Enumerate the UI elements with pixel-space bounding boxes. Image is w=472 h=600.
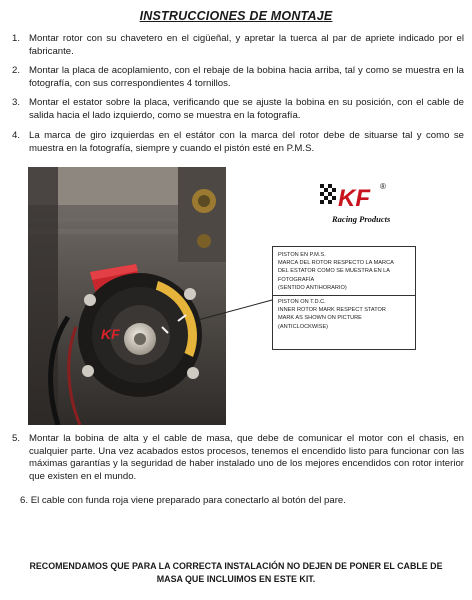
piston-note-box: [272, 246, 416, 350]
recommendation-note: [10, 560, 462, 585]
step-text: Montar la bobina de alta y el cable de masa, que debe de comunicar el motor con el chasis, en cualquier parte. Una vez acabados estos procesos, tenemos el encendido listo para funcionar con las máximas garantías y la seguridad de haber instalado uno de los mejores encendidos con rotor interior que existen en el mundo.: [29, 433, 464, 482]
step-text: Montar el estator sobre la placa, verificando que se ajuste la bobina en su posición, con el cable de salida hacia el lado izquierdo, como se muestra en la fotografía.: [29, 97, 464, 121]
callout-pointer: [196, 296, 276, 326]
note-es-line: FOTOGRAFÍA: [278, 276, 315, 283]
step-number: 1.: [12, 33, 21, 44]
step-number: 3.: [12, 97, 21, 108]
kf-logo-icon: [318, 180, 398, 228]
note-es-line: (SENTIDO ANTIHORARIO): [278, 284, 347, 291]
photo-kf-stamp: KF: [101, 326, 120, 342]
kf-racing-logo: [318, 180, 398, 228]
note-es-line: PISTON EN P.M.S.: [278, 252, 326, 258]
step-number: 4.: [12, 130, 21, 141]
step-number: 5.: [12, 433, 21, 444]
logo-brand: KF: [338, 185, 370, 212]
page-title: INSTRUCCIONES DE MONTAJE: [139, 9, 333, 23]
note-en-line: PISTON ON T.D.C.: [278, 299, 326, 306]
registered-mark: ®: [380, 182, 386, 191]
instruction-step-2: [12, 65, 464, 90]
instruction-step-4: [12, 130, 464, 155]
step-text: La marca de giro izquierdas en el estátor con la marca del rotor debe de situarse tal y como se muestra en la fotografía, siempre y cuando el pistón esté en P.M.S.: [29, 130, 464, 154]
note-en-line: MARK AS SHOWN ON PICTURE: [278, 315, 362, 322]
step-text: Montar rotor con su chavetero en el cigüeñal, y apretar la tuerca al par de apriete indicado por el fabricante.: [29, 33, 464, 57]
instruction-step-6: [20, 495, 346, 506]
instruction-step-1: [12, 33, 464, 58]
step-text: El cable con funda roja viene preparado para conectarlo al botón del pare.: [30, 495, 346, 506]
note-en-line: (ANTICLOCKWISE): [278, 323, 329, 330]
step-number: 2.: [12, 65, 21, 76]
note-en-line: INNER ROTOR MARK RESPECT STATOR: [278, 307, 386, 314]
recommendation-line: MASA QUE INCLUIMOS EN ESTE KIT.: [156, 573, 316, 584]
note-es-line: MARCA DEL ROTOR RESPECTO LA MARCA: [278, 260, 394, 267]
instruction-step-3: [12, 97, 464, 122]
logo-tagline: Racing Products: [332, 214, 391, 224]
step-number: 6.: [20, 495, 29, 506]
recommendation-line: RECOMENDAMOS QUE PARA LA CORRECTA INSTALACIÓN NO DEJEN DE PONER EL CABLE DE: [29, 561, 443, 571]
instruction-step-5: [12, 433, 464, 483]
step-text: Montar la placa de acoplamiento, con el rebaje de la bobina hacia arriba, tal y como se muestra en la fotografía, con sus correspondientes 4 tornillos.: [29, 65, 464, 89]
note-es-line: DEL ESTATOR COMO SE MUESTRA EN LA: [278, 268, 390, 275]
note-divider: [273, 295, 415, 296]
